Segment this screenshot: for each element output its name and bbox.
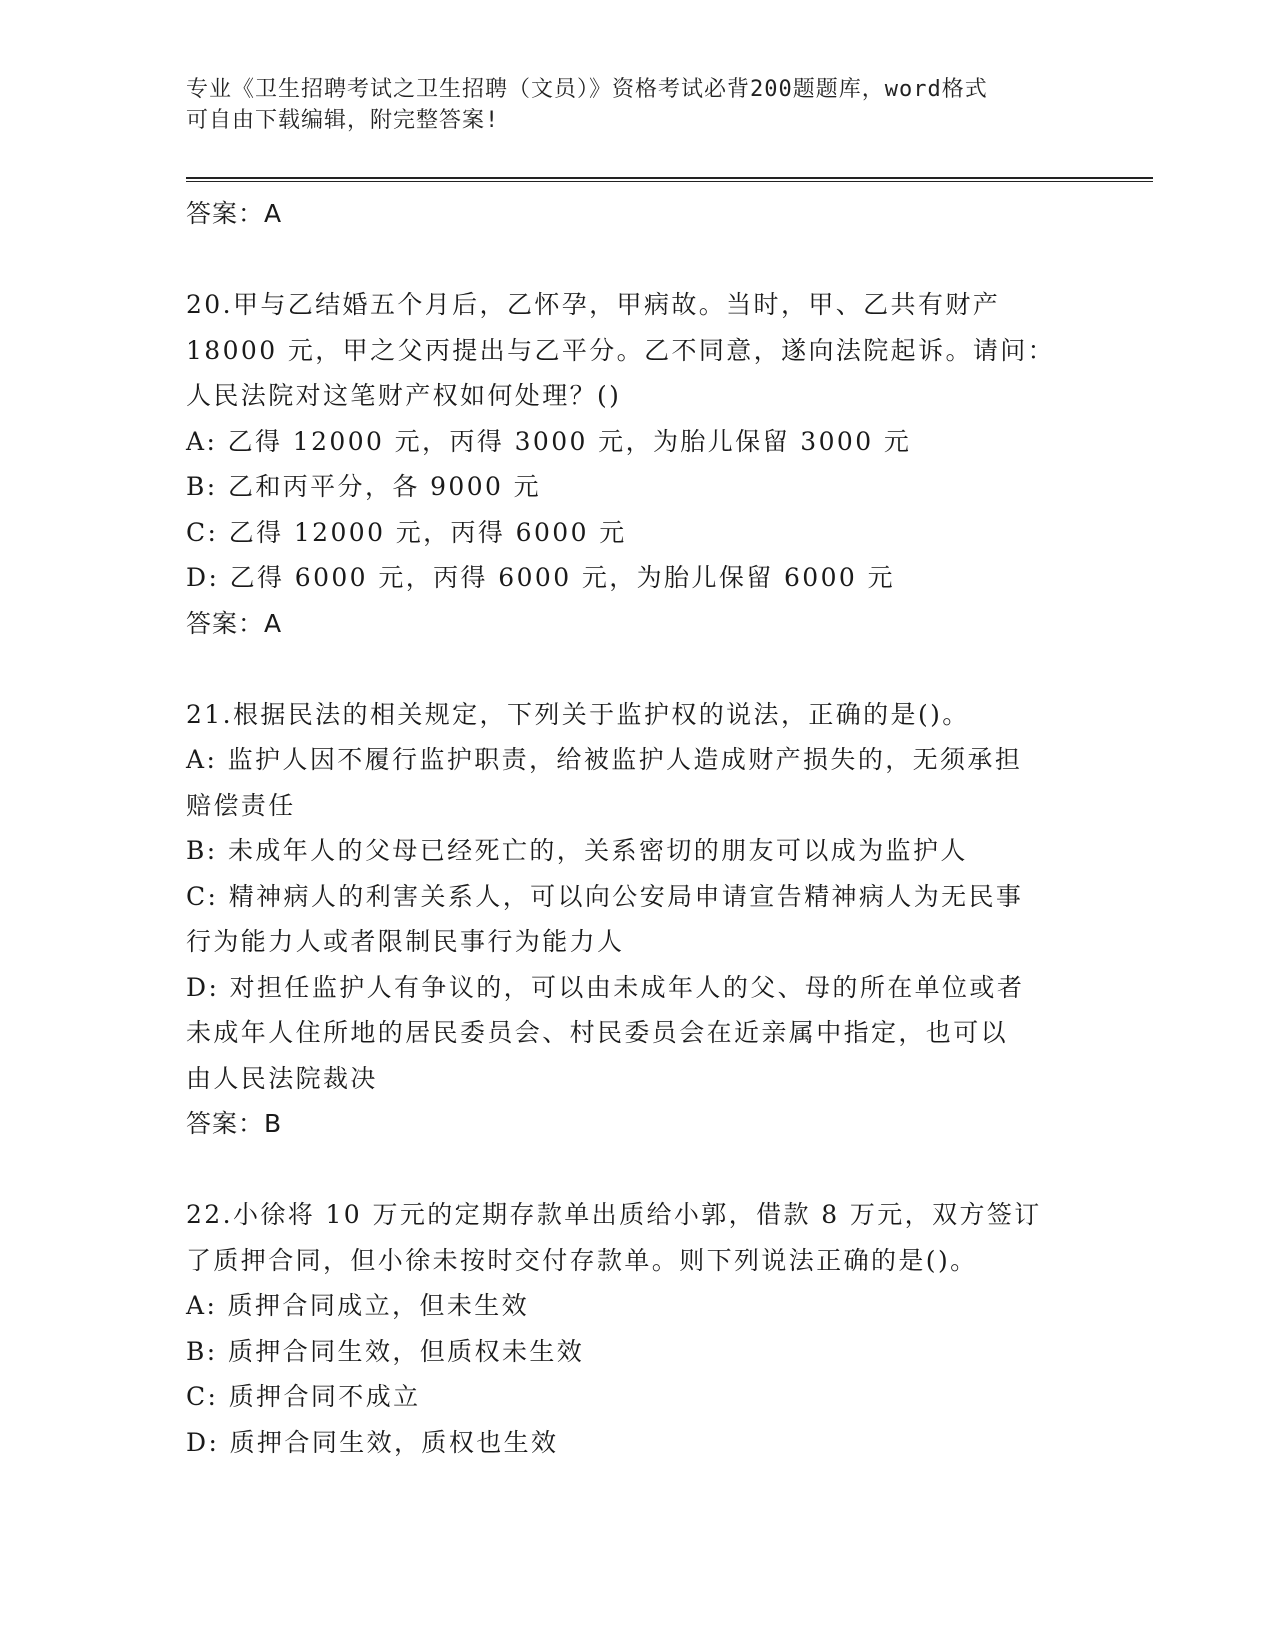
option-a: A: 质押合同成立，但未生效 bbox=[186, 1291, 530, 1320]
question-stem-line: 了质押合同，但小徐未按时交付存款单。则下列说法正确的是()。 bbox=[186, 1245, 978, 1275]
question-21 bbox=[186, 692, 1086, 1147]
spacer bbox=[186, 237, 1086, 283]
option-d: D: 质押合同生效，质权也生效 bbox=[186, 1427, 559, 1457]
answer-20: 答案：A bbox=[186, 608, 283, 638]
question-stem-line: 22.小徐将 10 万元的定期存款单出质给小郭，借款 8 万元，双方签订 bbox=[186, 1200, 1042, 1229]
option-d: D: 乙得 6000 元，丙得 6000 元，为胎儿保留 6000 元 bbox=[186, 563, 895, 592]
question-stem-line: 18000 元，甲之父丙提出与乙平分。乙不同意，遂向法院起诉。请问： bbox=[186, 335, 1056, 365]
option-a: A: 乙得 12000 元，丙得 3000 元，为胎儿保留 3000 元 bbox=[186, 426, 912, 456]
question-stem-line: 21.根据民法的相关规定，下列关于监护权的说法，正确的是()。 bbox=[186, 699, 970, 729]
page-header bbox=[186, 74, 1066, 136]
option-c: C: 精神病人的利害关系人，可以向公安局申请宣告精神病人为无民事 bbox=[186, 881, 1024, 911]
header-line-2: 可自由下载编辑，附完整答案! bbox=[186, 108, 500, 133]
question-stem-line: 20.甲与乙结婚五个月后，乙怀孕，甲病故。当时，甲、乙共有财产 bbox=[186, 290, 1001, 319]
question-20 bbox=[186, 282, 1086, 646]
spacer bbox=[186, 646, 1086, 692]
question-22 bbox=[186, 1192, 1086, 1465]
header-line-1: 专业《卫生招聘考试之卫生招聘（文员）》资格考试必背200题题库，word格式 bbox=[186, 77, 988, 102]
option-d-continued: 由人民法院裁决 bbox=[186, 1063, 378, 1093]
option-c: C: 质押合同不成立 bbox=[186, 1382, 421, 1411]
header-divider bbox=[186, 177, 1153, 182]
option-b: B: 未成年人的父母已经死亡的，关系密切的朋友可以成为监护人 bbox=[186, 836, 968, 865]
question-content bbox=[186, 191, 1086, 1465]
answer-21: 答案：B bbox=[186, 1109, 283, 1138]
option-a: A: 监护人因不履行监护职责，给被监护人造成财产损失的，无须承担 bbox=[186, 745, 1023, 774]
option-d: D: 对担任监护人有争议的，可以由未成年人的父、母的所在单位或者 bbox=[186, 972, 1025, 1002]
option-c: C: 乙得 12000 元，丙得 6000 元 bbox=[186, 517, 627, 547]
option-c-continued: 行为能力人或者限制民事行为能力人 bbox=[186, 927, 625, 956]
question-stem-line: 人民法院对这笔财产权如何处理？() bbox=[186, 381, 622, 410]
option-a-continued: 赔偿责任 bbox=[186, 790, 296, 820]
answer-previous: 答案：A bbox=[186, 199, 283, 228]
option-b: B: 乙和丙平分，各 9000 元 bbox=[186, 472, 542, 501]
option-d-continued: 未成年人住所地的居民委员会、村民委员会在近亲属中指定，也可以 bbox=[186, 1018, 1009, 1047]
option-b: B: 质押合同生效，但质权未生效 bbox=[186, 1336, 585, 1366]
spacer bbox=[186, 1147, 1086, 1193]
